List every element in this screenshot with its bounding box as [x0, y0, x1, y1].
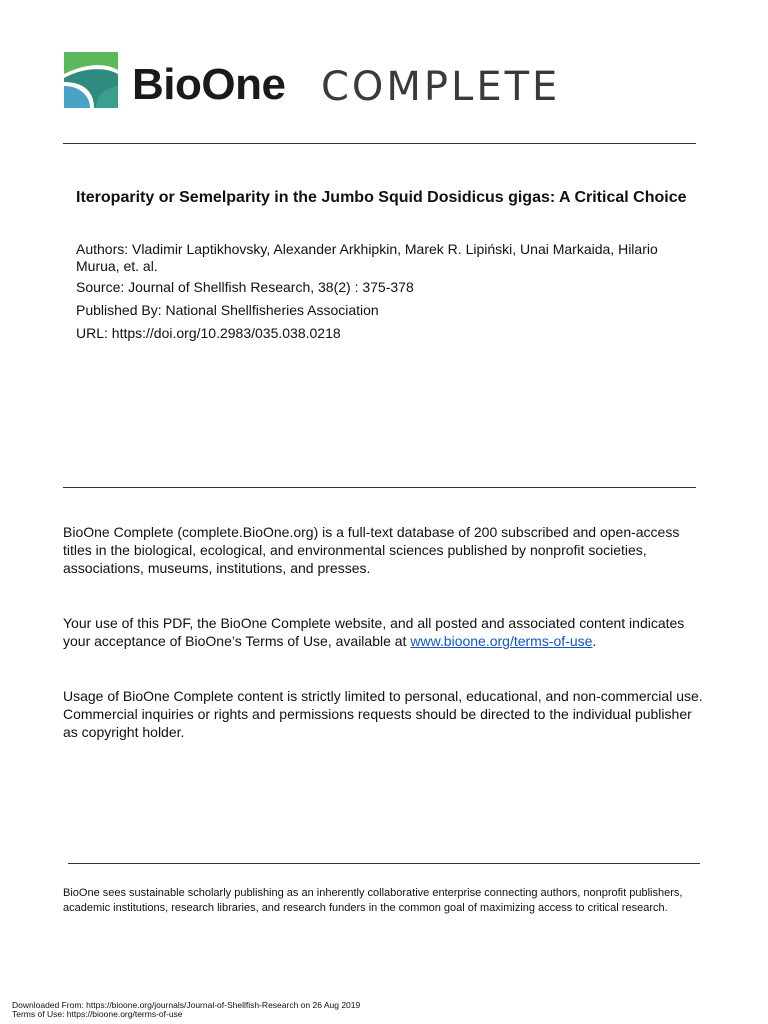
terms-notice-end: .: [592, 633, 597, 649]
article-url[interactable]: URL: https://doi.org/10.2983/035.038.0218: [76, 325, 341, 341]
middle-divider: [63, 487, 696, 488]
brand-name-light: COMPLETE: [321, 64, 561, 110]
usage-notice: Usage of BioOne Complete content is strictly limited to personal, educational, and non-commercial use. Commercial inquiries or rights and permissions requests should be directed to the individual publisher as copyright holder.: [63, 688, 703, 740]
mission-statement: BioOne sees sustainable scholarly publishing as an inherently collaborative enterprise connecting authors, nonprofit publishers, academic institutions, research libraries, and research funders in the common goal of maximizing access to critical research.: [63, 887, 683, 914]
bioone-complete-logo: [64, 52, 584, 114]
terms-of-use-link[interactable]: www.bioone.org/terms-of-use: [410, 633, 593, 649]
download-info: Downloaded From: https://bioone.org/journals/Journal-of-Shellfish-Research on 26 Aug 2019: [12, 1000, 361, 1010]
bioone-leaf-icon: [64, 52, 118, 108]
terms-of-use-footer: Terms of Use: https://bioone.org/terms-of-use: [12, 1009, 183, 1019]
article-authors: Authors: Vladimir Laptikhovsky, Alexander Arkhipkin, Marek R. Lipiński, Unai Markaida, Hilario Murua, et. al.: [76, 241, 658, 274]
about-notice: BioOne Complete (complete.BioOne.org) is a full-text database of 200 subscribed and open-access titles in the biological, ecological, and environmental sciences published by nonprofit societies, associations, museums, institutions, and presses.: [63, 524, 680, 576]
footer-divider: [68, 863, 700, 864]
article-title: Iteroparity or Semelparity in the Jumbo Squid Dosidicus gigas: A Critical Choice: [76, 189, 687, 206]
article-publisher: Published By: National Shellfisheries Association: [76, 302, 379, 318]
terms-notice-text: Your use of this PDF, the BioOne Complete website, and all posted and associated content indicates your acceptance of BioOne’s Terms of Use, available at: [63, 615, 685, 649]
top-divider: [63, 143, 696, 144]
terms-notice: [63, 614, 703, 650]
brand-name-bold: BioOne: [132, 60, 286, 109]
article-source: Source: Journal of Shellfish Research, 38(2) : 375-378: [76, 279, 414, 295]
